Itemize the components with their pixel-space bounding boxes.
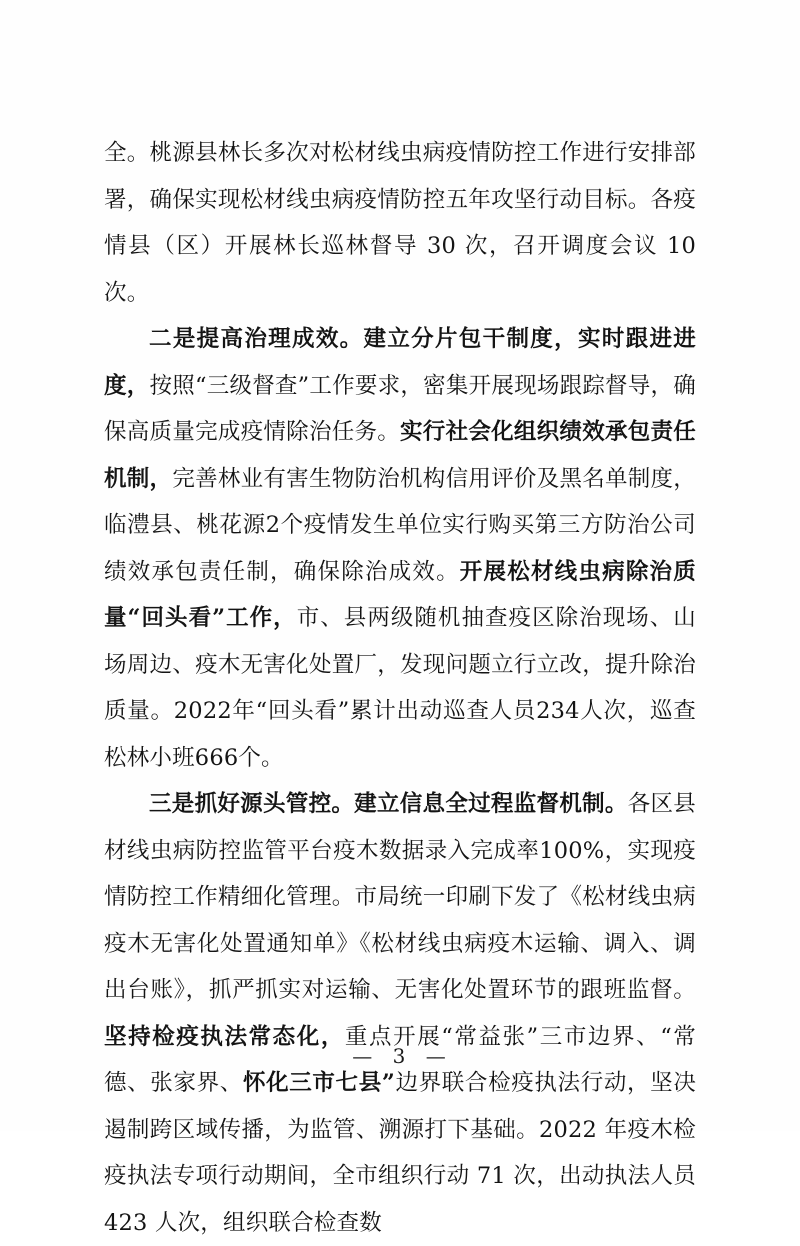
document-body [104,130,696,1246]
text-run-bold: 二是提高治理成效。建立分片包干制度，实时跟进进度， [104,326,696,399]
text-run: 各区县材线虫病防控监管平台疫木数据录入完成率100%，实现疫情防控工作精细化管理。市局统一印刷下发了《松材线虫病疫木无害化处置通知单》《松材线虫病疫木运输、调入、调出台账》，抓严抓实对运输、无害化处置环节的跟班监督。 [104,791,696,1003]
text-run-bold: 实行社会化组织绩效承包责任机制， [104,419,696,492]
text-run: 完善林业有害生物防治机构信用评价及黑名单制度，临澧县、桃花源2个疫情发生单位实行购买第三方防治公司绩效承包责任制，确保除治成效。 [104,465,696,585]
footer-dash-left: — [352,1044,375,1068]
footer-dash-right: — [425,1044,448,1068]
text-run: 边界联合检疫执法行动，坚决遏制跨区域传播，为监管、溯源打下基础。2022 年疫木检疫执法专项行动期间，全市组织行动 71 次，出动执法人员 423 人次，组织联合检查数 [104,1070,697,1236]
paragraph-1 [104,130,696,316]
paragraph-3 [104,781,696,1246]
page-number: 3 [392,1044,408,1068]
text-run-bold: 开展松材线虫病除治质量“回头看”工作， [104,558,696,631]
text-run-bold: 怀化三市七县” [242,1070,396,1096]
text-run: 按照“三级督查”工作要求，密集开展现场跟踪督导，确保高质量完成疫情除治任务。 [104,372,696,445]
text-run-bold: 坚持检疫执法常态化， [104,1023,345,1050]
page-footer [0,1044,800,1068]
text-run: 重点开展“常益张”三市边界、“常德、张家界、 [104,1023,696,1096]
paragraph-2 [104,316,696,781]
text-run: 全。桃源县林长多次对松材线虫病疫情防控工作进行安排部署，确保实现松材线虫病疫情防控五年攻坚行动目标。各疫情县（区）开展林长巡林督导 30 次，召开调度会议 10 次。 [104,140,696,306]
text-run-bold: 三是抓好源头管控。建立信息全过程监督机制。 [149,791,628,817]
text-run: 市、县两级随机抽查疫区除治现场、山场周边、疫木无害化处置厂，发现问题立行立改，提升除治质量。2022年“回头看”累计出动巡查人员234人次，巡查松林小班666个。 [104,605,696,771]
